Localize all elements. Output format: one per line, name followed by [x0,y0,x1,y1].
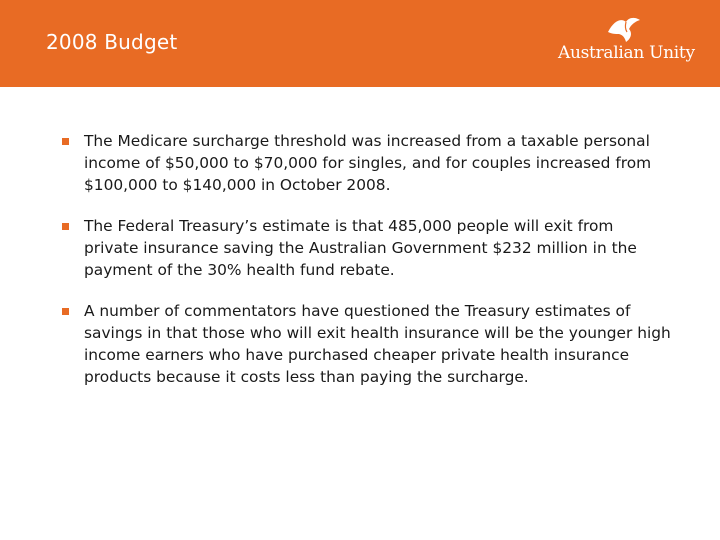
bullet-marker [62,308,69,315]
slide-title: 2008 Budget [46,30,178,54]
bullet-item [62,215,672,281]
bullet-text: A number of commentators have questioned the Treasury estimates of savings in that those who will exit health insurance will be the younger high income earners who have purchased cheaper private health insurance products because it costs less than paying the surcharge. [84,302,671,386]
bullet-marker [62,223,69,230]
bullet-text: The Federal Treasury’s estimate is that 485,000 people will exit from private insurance saving the Australian Government $232 million in the payment of the 30% health fund rebate. [84,217,637,279]
logo-wordmark: Australian Unity [558,43,695,63]
bullet-list [62,130,672,407]
bird-icon [604,14,644,46]
bullet-item [62,130,672,196]
bullet-marker [62,138,69,145]
header-bar [0,0,720,87]
bullet-item [62,300,672,388]
australian-unity-logo [558,14,708,74]
bullet-text: The Medicare surcharge threshold was increased from a taxable personal income of $50,000 to $70,000 for singles, and for couples increased from $100,000 to $140,000 in October 2008. [84,132,652,194]
